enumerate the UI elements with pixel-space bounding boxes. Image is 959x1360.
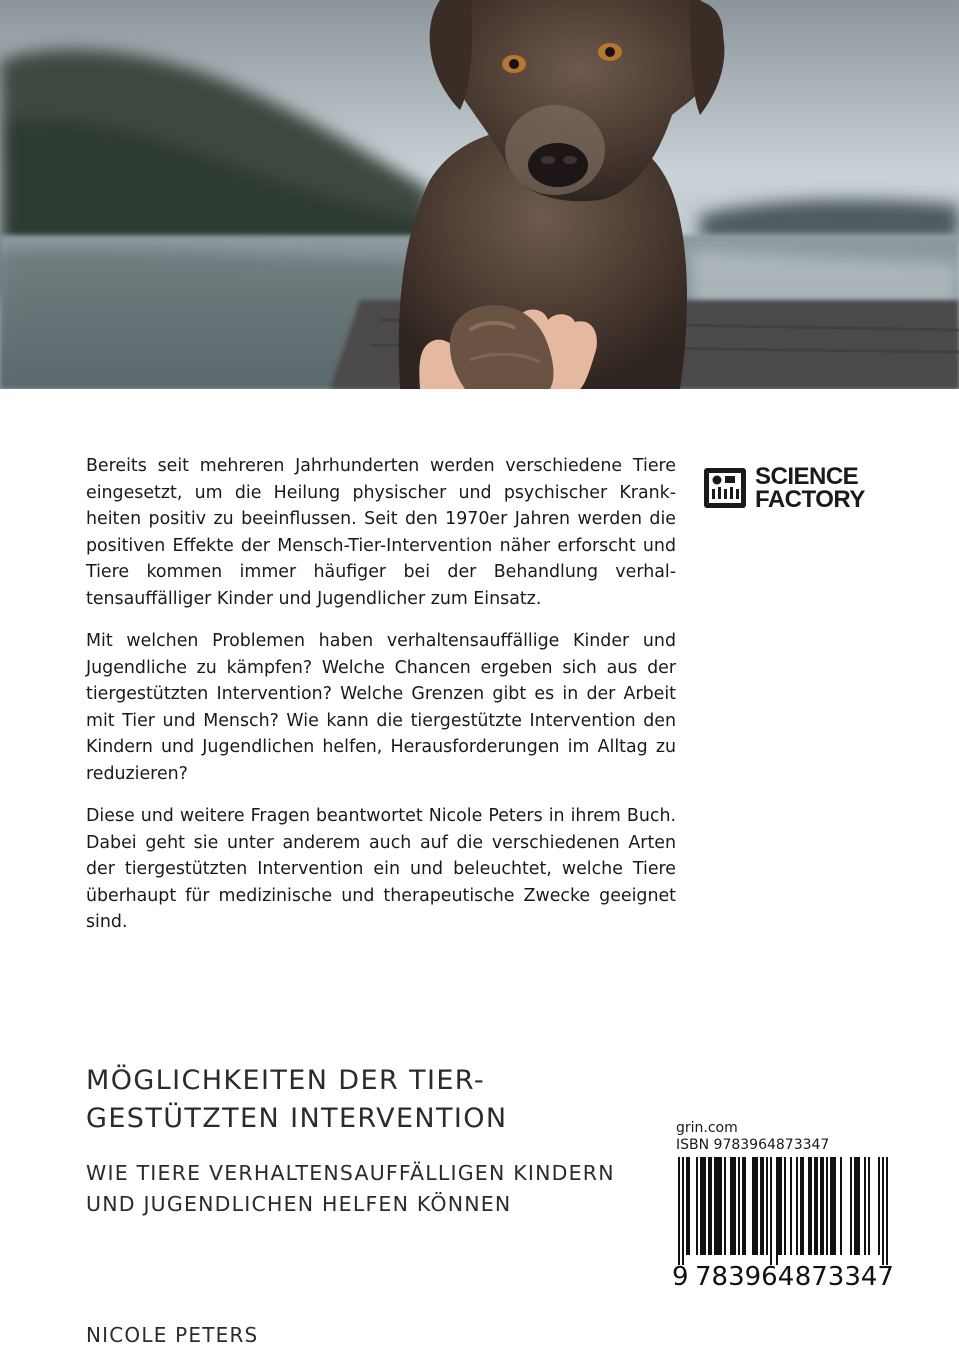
science-factory-logo-icon [703, 465, 747, 511]
barcode-bar [840, 1157, 842, 1255]
barcode-bar [882, 1157, 884, 1265]
barcode-bar [832, 1157, 834, 1255]
barcode-bar [730, 1157, 732, 1255]
blurb-text [86, 453, 676, 952]
barcode-bar [702, 1157, 704, 1255]
barcode-bar [780, 1157, 782, 1255]
barcode-bar [850, 1157, 852, 1255]
barcode-bar [770, 1157, 772, 1265]
barcode-block [672, 1120, 902, 1292]
logo-line-2: FACTORY [755, 486, 865, 513]
barcode-bar [734, 1157, 736, 1255]
cover-photo [0, 0, 959, 389]
barcode-bar [738, 1157, 740, 1255]
logo-wordmark [755, 465, 865, 511]
blurb-paragraph: Mit welchen Problemen haben verhaltensauffällige Kinder und Jugendliche zu kämpfen? Welche Chancen ergeben sich aus der tiergestützten Intervention? Welche Grenzen gibt es in der Arbeit mit Tier und Mensch? Wie kann die tiergestützte Intervention den Kindern und Jugendlichen helfen, Herausforderungen im Alltag zu reduzieren? [86, 631, 676, 784]
barcode-bar [754, 1157, 756, 1255]
barcode-bar [732, 1157, 734, 1255]
barcode-digit-group-2: 873347 [794, 1262, 894, 1292]
barcode-bar [756, 1157, 758, 1255]
barcode-bar [776, 1157, 778, 1265]
barcode-bar [816, 1157, 818, 1255]
barcode-bar [868, 1157, 870, 1255]
book-title: MÖGLICHKEITEN DER TIER-GESTÜTZTEN INTERVENTION [86, 1065, 508, 1134]
barcode-bar [822, 1157, 824, 1255]
barcode-bar [720, 1157, 722, 1255]
barcode-icon [672, 1157, 894, 1265]
barcode-bar [762, 1157, 764, 1255]
barcode-bar [808, 1157, 810, 1255]
barcode-bar [858, 1157, 860, 1255]
barcode-bar [714, 1157, 716, 1255]
barcode-digit-group-1: 783964 [695, 1262, 795, 1292]
barcode-bar [886, 1157, 888, 1265]
barcode-bar [678, 1157, 680, 1265]
barcode-bar [800, 1157, 802, 1255]
barcode-bar [752, 1157, 754, 1255]
barcode-bars [672, 1157, 902, 1265]
book-subtitle: WIE TIERE VERHALTENSAUFFÄLLIGEN KINDERN UND JUGENDLICHEN HELFEN KÖNNEN [86, 1161, 615, 1216]
barcode-bar [686, 1157, 688, 1255]
barcode-bar [790, 1157, 792, 1255]
barcode-bar [796, 1157, 798, 1255]
publisher-logo [703, 461, 883, 515]
barcode-bar [810, 1157, 812, 1255]
barcode-digits [672, 1262, 894, 1292]
dog-paw-photo-icon [0, 0, 959, 389]
barcode-bar [784, 1157, 786, 1255]
barcode-bar [708, 1157, 710, 1255]
barcode-bar [854, 1157, 856, 1255]
isbn-label: ISBN 9783964873347 [676, 1137, 830, 1153]
barcode-bar [724, 1157, 726, 1255]
blurb-paragraph: Bereits seit mehreren Jahrhunderten werden verschiedene Tiere eingesetzt, um die Heilung physischer und psychischer Krankheiten positiv zu beeinflussen. Seit den 1970er Jahren werden die positiven Effekte der Mensch-Tier-Intervention näher erforscht und Tiere kommen immer häufiger bei der Behandlung verhaltensauffälliger Kinder und Jugendlicher zum Einsatz. [86, 456, 676, 609]
barcode-bar [696, 1157, 698, 1255]
barcode-bar [864, 1157, 866, 1255]
barcode-bar [700, 1157, 702, 1255]
barcode-bar [878, 1157, 880, 1255]
barcode-bar [744, 1157, 746, 1255]
barcode-bar [830, 1157, 832, 1255]
barcode-bar [704, 1157, 706, 1255]
barcode-bar [742, 1157, 744, 1255]
logo-line-1: SCIENCE [755, 463, 859, 490]
barcode-bar [710, 1157, 712, 1255]
barcode-bar [802, 1157, 804, 1255]
book-author: NICOLE PETERS [86, 1323, 259, 1347]
barcode-bar [688, 1157, 690, 1255]
barcode-bar [766, 1157, 768, 1255]
barcode-bar [718, 1157, 720, 1255]
barcode-bar [856, 1157, 858, 1255]
barcode-bar [760, 1157, 762, 1255]
publisher-website: grin.com [676, 1120, 738, 1136]
barcode-bar [814, 1157, 816, 1255]
barcode-bar [778, 1157, 780, 1255]
barcode-bar [820, 1157, 822, 1255]
barcode-bar [826, 1157, 828, 1255]
barcode-bar [682, 1157, 684, 1265]
barcode-digit-first: 9 [672, 1262, 689, 1292]
blurb-paragraph: Diese und weitere Fragen beantwortet Nicole Peters in ihrem Buch. Dabei geht sie unter anderem auch auf die verschiedenen Arten der tiergestützten Intervention ein und beleuchtet, welche Tiere überhaupt für medizinische und therapeutische Zwecke geeignet sind. [86, 806, 676, 932]
barcode-bar [716, 1157, 718, 1255]
barcode-bar [834, 1157, 836, 1255]
